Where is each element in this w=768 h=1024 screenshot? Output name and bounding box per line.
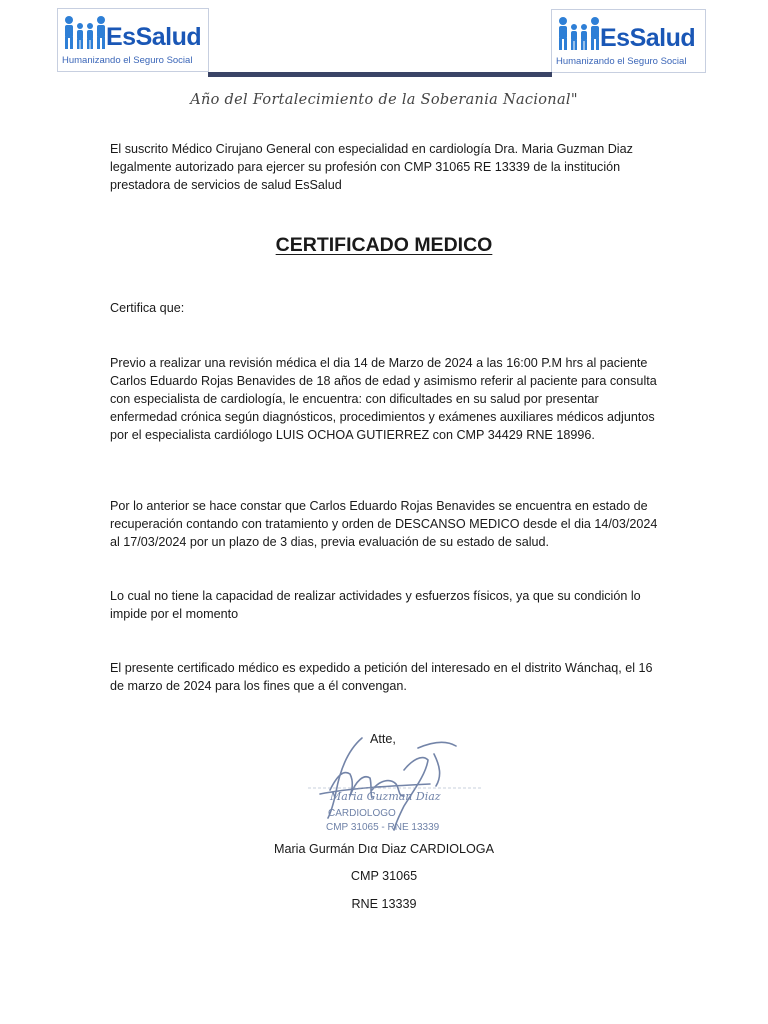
document-title-text: CERTIFICADO MEDICO <box>275 234 493 256</box>
year-motto: Año del Fortalecimiento de la Soberania Nacional" <box>190 92 578 108</box>
signer-rne: RNE 13339 <box>351 897 417 911</box>
issuance-paragraph: El presente certificado médico es expedido a petición del interesado en el distrito Wánchaq, el 16 de marzo de 2024 para los fines que a él convengan. <box>110 661 653 693</box>
logo-tagline-text: Humanizando el Seguro Social <box>62 55 193 66</box>
document-title <box>0 234 768 257</box>
exam-paragraph: Previo a realizar una revisión médica el dia 14 de Marzo de 2024 a las 16:00 P.M hrs al paciente Carlos Eduardo Rojas Benavides de 18 años de edad y asimismo referir al paciente para consulta con especialista de cardiología, le encuentra: con dificultades en su salud por presentar enfermedad crónica según diagnósticos, procedimientos y exámenes auxiliares médicos adjuntos por el especialista cardiólogo LUIS OCHOA GUTIERREZ con CMP 34429 RNE 18996. <box>110 356 657 442</box>
stamp-numbers: CMP 31065 - RNE 13339 <box>326 822 440 833</box>
essalud-logo-right <box>551 9 706 73</box>
closing-atte: Atte, <box>370 732 396 746</box>
certifica-label: Certifica que: <box>110 301 185 315</box>
family-figures-icon <box>62 13 108 53</box>
intro-paragraph: El suscrito Médico Cirujano General con especialidad en cardiología Dra. Maria Guzman Diaz legalmente autorizado para ejercer su profesión con CMP 31065 RE 13339 de la institución prestadora de servicios de salud EsSalud <box>110 142 633 192</box>
logo-brand-text: EsSalud <box>106 23 202 51</box>
header-divider <box>208 72 552 77</box>
rest-paragraph: Por lo anterior se hace constar que Carlos Eduardo Rojas Benavides se encuentra en estado de recuperación contando con tratamiento y orden de DESCANSO MEDICO desde el dia 14/03/2024 al 17/03/2024 por un plazo de 3 dias, previa evaluación de su estado de salud. <box>110 499 658 549</box>
stamp-role: CARDIOLOGO <box>328 808 396 819</box>
logo-brand-text: EsSalud <box>600 24 696 52</box>
logo-tagline-text: Humanizando el Seguro Social <box>556 56 687 67</box>
essalud-logo-left <box>57 8 209 72</box>
stamp-name: Maria Guzman Diaz <box>330 790 441 803</box>
capacity-paragraph: Lo cual no tiene la capacidad de realizar actividades y esfuerzos físicos, ya que su condición lo impide por el momento <box>110 589 641 621</box>
family-figures-icon <box>556 14 602 54</box>
signer-cmp: CMP 31065 <box>350 869 418 883</box>
signer-name: Maria Gurmán Dıα Diaz CARDIOLOGA <box>273 842 495 856</box>
